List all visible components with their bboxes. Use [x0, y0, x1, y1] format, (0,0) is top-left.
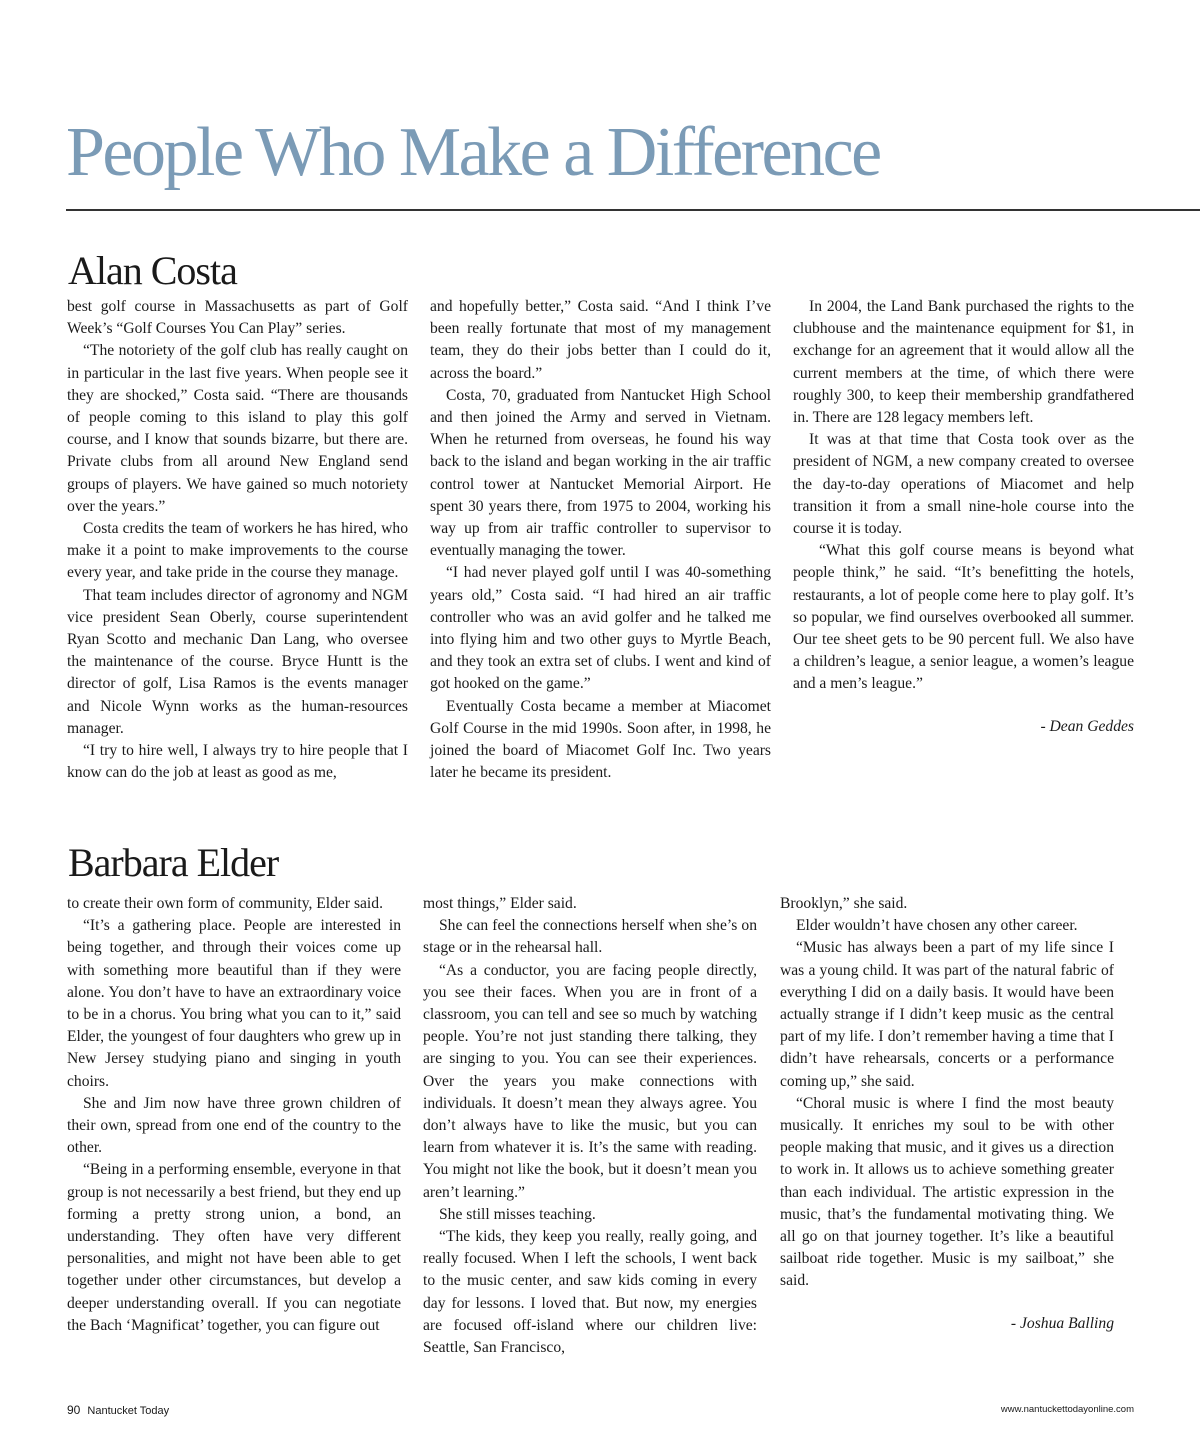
paragraph: She and Jim now have three grown children of their own, spread from one end of the country to the other.: [67, 1094, 401, 1157]
paragraph: Costa, 70, graduated from Nantucket High School and then joined the Army and served in Vietnam. When he returned from overseas, he found his way back to the island and began working in the air traffic control tower at Nantucket Memorial Airport. He spent 30 years there, from 1975 to 2004, working his way up from air traffic controller to supervisor to eventually managing the tower.: [430, 386, 771, 560]
paragraph: “It’s a gathering place. People are interested in being together, and through their voices come up with something more beautiful than if they were alone. You don’t have to have an extraordinary voice to be in a chorus. You bring what you can to it,” said Elder, the youngest of four daughters who grew up in New Jersey studying piano and singing in youth choirs.: [67, 917, 401, 1090]
paragraph: to create their own form of community, Elder said.: [67, 895, 383, 912]
barbara-elder-column-3: [780, 893, 1114, 1335]
paragraph: most things,” Elder said.: [423, 895, 577, 912]
byline: - Joshua Balling: [1010, 1314, 1114, 1332]
paragraph: “Choral music is where I find the most beauty musically. It enriches my soul to be with other people making that music, and it gives us a direction to work in. It allows us to achieve something greater than each individual. The artistic expression in the music, that’s the fundamental motivating thing. We all go on that journey together. It’s like a beautiful sailboat ride together. Music is my sailboat,” she said.: [780, 1094, 1114, 1290]
paragraph: “I had never played golf until I was 40-something years old,” Costa said. “I had hired an air traffic controller who was an avid golfer and he talked me into flying him and two other guys to Myrtle Beach, and they took an extra set of clubs. I went and kind of got hooked on the game.”: [430, 564, 771, 693]
paragraph: “What this golf course means is beyond what people think,” he said. “It’s benefitting the hotels, restaurants, a lot of people come here to play golf. It’s so popular, we find ourselves overbooked all summer. Our tee sheet gets to be 90 percent full. We also have a children’s league, a senior league, a women’s league and a men’s league.”: [793, 542, 1134, 693]
paragraph: That team includes director of agronomy and NGM vice president Sean Oberly, course superintendent Ryan Scotto and mechanic Dan Lang, who oversee the maintenance of the course. Bryce Huntt is the director of golf, Lisa Ramos is the events manager and Nicole Wynn works as the human-resources manager.: [67, 586, 408, 737]
paragraph: She can feel the connections herself when she’s on stage or in the rehearsal hall.: [423, 917, 757, 957]
barbara-elder-column-1: [67, 893, 401, 1337]
paragraph: and hopefully better,” Costa said. “And I think I’ve been really fortunate that most of my management team, they do their jobs better than I could do it, across the board.”: [430, 298, 771, 382]
paragraph: Costa credits the team of workers he has hired, who make it a point to make improvements to the course every year, and take pride in the course they manage.: [67, 520, 408, 582]
barbara-elder-column-2: [423, 893, 757, 1359]
paragraph: Brooklyn,” she said.: [780, 895, 908, 912]
alan-costa-column-3: [793, 296, 1134, 738]
title-rule: [66, 209, 1200, 211]
paragraph: Eventually Costa became a member at Miacomet Golf Course in the mid 1990s. Soon after, in 1998, he joined the board of Miacomet Golf Inc. Two years later he became its president.: [430, 697, 771, 782]
paragraph: She still misses teaching.: [439, 1205, 596, 1223]
paragraph: Elder wouldn’t have chosen any other career.: [796, 917, 1078, 935]
paragraph: “Being in a performing ensemble, everyone in that group is not necessarily a best friend, but they end up forming a pretty strong union, a bond, an understanding. They often have very different personalities, and might not have been able to get together under other circumstances, but develop a deeper understanding overall. If you can negotiate the Bach ‘Magnificat’ together, you can figure out: [67, 1161, 401, 1334]
paragraph: “The notoriety of the golf club has really caught on in particular in the last five years. When people see it they are shocked,” Costa said. “There are thousands of people coming to this island to play this golf course, and I know that sounds bizarre, but there are. Private clubs from all around New England send groups of players. We have gained so much notoriety over the years.”: [67, 342, 408, 515]
byline: - Dean Geddes: [1040, 717, 1134, 735]
section-heading-barbara-elder: Barbara Elder: [68, 840, 279, 885]
paragraph: “As a conductor, you are facing people directly, you see their faces. When you are in front of a classroom, you can tell and see so much by watching people. You’re not just standing there talking, they are singing to you. You can see their experiences. Over the years you make connections with individuals. It doesn’t mean they always agree. You don’t always have to like the music, but you can learn from whatever it is. It’s the same with reading. You might not like the book, but it doesn’t mean you aren’t learning.”: [423, 961, 757, 1201]
page-title: People Who Make a Difference: [66, 114, 880, 191]
alan-costa-column-2: [430, 296, 771, 784]
page-number: 90: [67, 1403, 81, 1417]
paragraph: It was at that time that Costa took over as the president of NGM, a new company created to oversee the day-to-day operations of Miacomet and help transition it from a small nine-hole course into the course it is today.: [793, 431, 1134, 538]
footer-publication: [67, 1403, 169, 1417]
paragraph: best golf course in Massachusetts as part of Golf Week’s “Golf Courses You Can Play” series.: [67, 298, 408, 338]
footer-url[interactable]: www.nantuckettodayonline.com: [1000, 1404, 1134, 1415]
paragraph: “I try to hire well, I always try to hire people that I know can do the job at least as good as me,: [67, 742, 408, 782]
publication-name: Nantucket Today: [87, 1405, 170, 1417]
section-heading-alan-costa: Alan Costa: [68, 248, 237, 293]
paragraph: “Music has always been a part of my life since I was a young child. It was part of the natural fabric of everything I did on a daily basis. It would have been actually strange if I didn’t keep music as the central part of my life. I don’t remember having a time that I didn’t have rehearsals, concerts or a performance coming up,” she said.: [780, 939, 1114, 1090]
alan-costa-column-1: [67, 296, 408, 784]
paragraph: In 2004, the Land Bank purchased the rights to the clubhouse and the maintenance equipment for $1, in exchange for an agreement that it would allow all the current members at the time, of which there were roughly 300, to keep their membership grandfathered in. There are 128 legacy members left.: [793, 298, 1134, 427]
paragraph: “The kids, they keep you really, really going, and really focused. When I left the schools, I went back to the music center, and saw kids coming in every day for lessons. I loved that. But now, my energies are focused off-island where our children live: Seattle, San Francisco,: [423, 1228, 757, 1357]
